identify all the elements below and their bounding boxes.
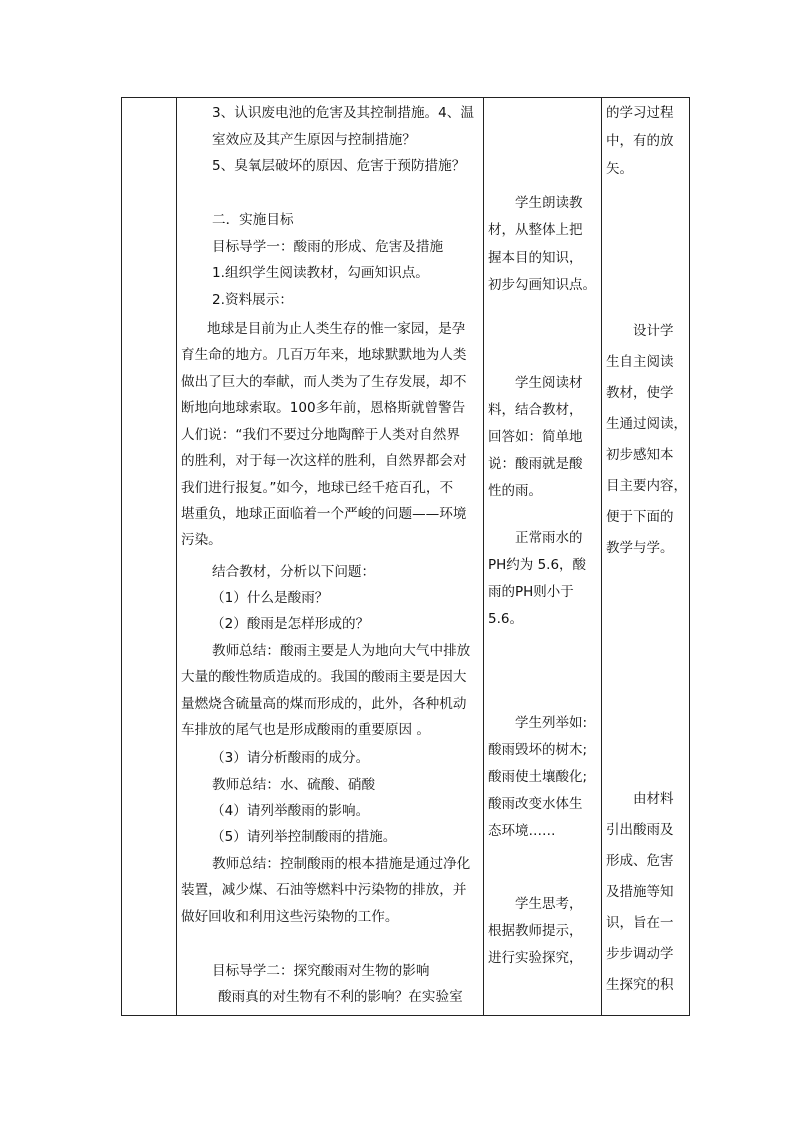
- column-divider: [483, 98, 484, 1015]
- student-line: 性的雨。: [488, 483, 542, 499]
- intent-line: 生通过阅读，: [606, 416, 687, 432]
- student-line: 态环境……: [488, 823, 556, 839]
- student-line: 学生朗读教: [515, 195, 583, 211]
- student-line: 5.6。: [488, 611, 523, 627]
- intent-line: 设计学: [633, 323, 674, 339]
- student-line: 进行实验探究，: [488, 950, 583, 966]
- intent-line: 初步感知本: [606, 447, 674, 463]
- content-line: 5、臭氧层破坏的原因、危害于预防措施？: [212, 158, 466, 174]
- lesson-plan-table: [121, 97, 690, 1016]
- content-line: 室效应及其产生原因与控制措施？: [212, 132, 416, 148]
- content-line: 目标导学一：酸雨的形成、危害及措施: [212, 239, 444, 255]
- student-line: 酸雨改变水体生: [488, 796, 583, 812]
- content-line: 2.资料展示：: [212, 292, 293, 308]
- content-line: 人们说：“我们不要过分地陶醉于人类对自然界: [181, 427, 460, 443]
- content-line: 育生命的地方。几百万年来，地球默默地为人类: [181, 347, 467, 363]
- student-line: 料，结合教材，: [488, 402, 583, 418]
- content-line: 酸雨真的对生物有不利的影响？在实验室: [218, 989, 463, 1005]
- student-line: 学生阅读材: [515, 375, 583, 391]
- content-line: （2）酸雨是怎样形成的？: [211, 616, 370, 632]
- content-line: 量燃烧含硫量高的煤而形成的，此外，各种机动: [181, 696, 467, 712]
- student-line: 材，从整体上把: [488, 222, 583, 238]
- content-line: 做出了巨大的奉献，而人类为了生存发展，却不: [181, 374, 467, 390]
- student-line: 说：酸雨就是酸: [488, 456, 583, 472]
- intent-line: 目主要内容，: [606, 478, 687, 494]
- student-line: 雨的PH则小于: [488, 584, 574, 600]
- content-line: 3、认识废电池的危害及其控制措施。4、温: [212, 105, 474, 121]
- intent-line: 的学习过程: [606, 105, 674, 121]
- student-line: 酸雨使土壤酸化;: [488, 769, 588, 785]
- intent-line: 生探究的积: [606, 977, 674, 993]
- content-line: 地球是目前为止人类生存的惟一家园，是孕: [207, 321, 466, 337]
- student-line: 酸雨毁坏的树木;: [488, 742, 588, 758]
- intent-line: 及措施等知: [606, 884, 674, 900]
- intent-line: 教学与学。: [606, 540, 674, 556]
- content-line: 做好回收和利用这些污染物的工作。: [181, 909, 399, 925]
- intent-line: 引出酸雨及: [606, 822, 674, 838]
- student-line: 学生思考，: [515, 896, 583, 912]
- intent-line: 中，有的放: [606, 133, 674, 149]
- student-line: 回答如：简单地: [488, 429, 583, 445]
- student-line: 学生列举如:: [515, 715, 588, 731]
- content-line: 大量的酸性物质造成的。我国的酸雨主要是因大: [181, 669, 467, 685]
- column-divider: [176, 98, 177, 1015]
- intent-line: 生自主阅读: [606, 354, 674, 370]
- content-line: 1.组织学生阅读教材，勾画知识点。: [212, 265, 429, 281]
- content-line: 教师总结：水、硫酸、硝酸: [212, 777, 376, 793]
- student-line: 握本目的知识，: [488, 250, 583, 266]
- content-line: 的胜利，对于每一次这样的胜利，自然界都会对: [181, 453, 467, 469]
- student-line: 正常雨水的: [515, 530, 583, 546]
- content-line: （4）请列举酸雨的影响。: [211, 803, 370, 819]
- intent-line: 教材，使学: [606, 385, 674, 401]
- content-line: 污染。: [181, 532, 222, 548]
- content-line: 断地向地球索取。100多年前，恩格斯就曾警告: [181, 400, 466, 416]
- column-divider: [601, 98, 602, 1015]
- content-line: （3）请分析酸雨的成分。: [211, 750, 370, 766]
- intent-line: 矢。: [606, 161, 633, 177]
- intent-line: 形成、危害: [606, 853, 674, 869]
- student-line: 初步勾画知识点。: [488, 277, 596, 293]
- content-line: （1）什么是酸雨？: [211, 590, 329, 606]
- content-line: 车排放的尾气也是形成酸雨的重要原因 。: [181, 722, 431, 738]
- intent-line: 由材料: [633, 791, 674, 807]
- intent-line: 便于下面的: [606, 509, 674, 525]
- content-line: 教师总结：酸雨主要是人为地向大气中排放: [212, 643, 471, 659]
- content-line: 装置，减少煤、石油等燃料中污染物的排放，并: [181, 882, 467, 898]
- blank-cell: [122, 98, 176, 1015]
- content-line: 二．实施目标: [212, 212, 294, 228]
- student-line: 根据教师提示，: [488, 923, 583, 939]
- content-line: 我们进行报复。”如今，地球已经千疮百孔，不: [181, 480, 454, 496]
- student-line: PH约为 5.6，酸: [488, 557, 587, 573]
- intent-line: 步步调动学: [606, 946, 674, 962]
- content-line: 教师总结：控制酸雨的根本措施是通过净化: [212, 856, 471, 872]
- content-line: 堪重负，地球正面临着一个严峻的问题——环境: [181, 506, 467, 522]
- content-line: （5）请列举控制酸雨的措施。: [211, 829, 397, 845]
- content-line: 结合教材，分析以下问题：: [212, 564, 376, 580]
- content-line: 目标导学二：探究酸雨对生物的影响: [212, 963, 430, 979]
- intent-line: 识，旨在一: [606, 915, 674, 931]
